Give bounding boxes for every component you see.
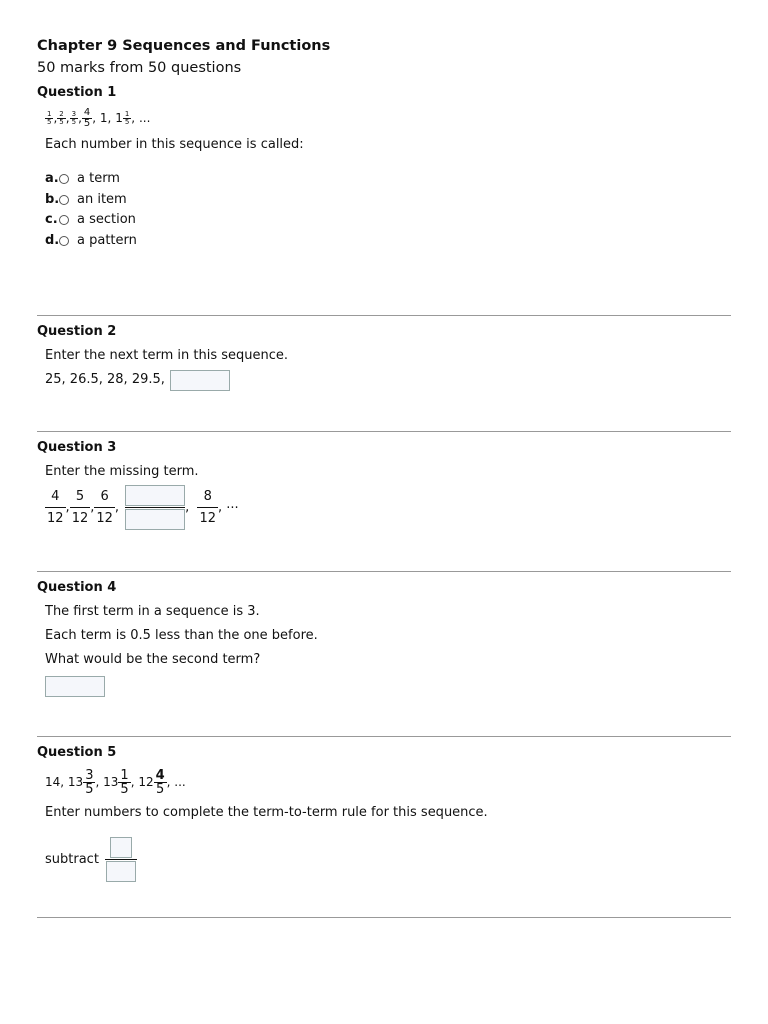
q1-option-c[interactable] bbox=[45, 210, 731, 231]
q4-answer-input[interactable] bbox=[45, 676, 105, 697]
question-1-heading: Question 1 bbox=[37, 85, 117, 100]
q5-term4-fraction: $\frac{4}{5}$ bbox=[155, 767, 165, 797]
q5-rule-fraction bbox=[105, 837, 137, 882]
option-letter: c. bbox=[45, 212, 58, 227]
q3-numerator-input[interactable] bbox=[125, 485, 185, 506]
page-subtitle: 50 marks from 50 questions bbox=[37, 60, 242, 76]
q1-fraction-4: $\frac{4}{5}$ bbox=[83, 106, 91, 129]
q5-term2-fraction: $\frac{3}{5}$ bbox=[85, 767, 94, 797]
q1-option-d[interactable] bbox=[45, 231, 731, 252]
q5-first-term: 14, bbox=[45, 775, 65, 789]
q3-fraction-last: $\frac{8}{12}$ bbox=[199, 488, 217, 526]
q2-answer-input[interactable] bbox=[170, 370, 230, 391]
option-text: a term bbox=[77, 171, 120, 186]
option-text: a pattern bbox=[77, 232, 137, 248]
q5-denominator-input[interactable] bbox=[106, 861, 136, 882]
question-2-heading: Question 2 bbox=[37, 324, 117, 339]
q1-mixed-fraction: $\frac{1}{5}$ bbox=[124, 109, 130, 126]
q5-rule-word: subtract bbox=[45, 851, 99, 867]
q3-fraction-1: $\frac{4}{12}$ bbox=[47, 488, 64, 526]
question-2 bbox=[37, 316, 731, 431]
question-3-heading: Question 3 bbox=[37, 440, 117, 455]
q3-ellipsis: ... bbox=[226, 496, 239, 512]
radio-button[interactable] bbox=[59, 195, 69, 205]
q1-option-a[interactable] bbox=[45, 169, 731, 190]
q5-term4-whole: 12 bbox=[138, 775, 154, 789]
divider bbox=[37, 917, 731, 918]
option-letter: a. bbox=[45, 171, 59, 186]
q1-options bbox=[37, 169, 731, 251]
q5-rule-row bbox=[37, 833, 731, 885]
fraction-bar bbox=[125, 507, 185, 508]
q5-ellipsis: ... bbox=[174, 775, 186, 789]
q5-term2-whole: 13 bbox=[67, 775, 84, 789]
q5-term3-whole: 13 bbox=[103, 775, 119, 789]
q1-fraction-3: $\frac{3}{5}$ bbox=[71, 109, 77, 126]
q4-line-2: Each term is 0.5 less than the one before. bbox=[45, 628, 318, 643]
q2-sequence-row bbox=[37, 368, 731, 392]
q5-numerator-input[interactable] bbox=[110, 837, 132, 858]
question-1 bbox=[37, 83, 731, 315]
option-letter: d. bbox=[45, 232, 60, 248]
option-text: a section bbox=[77, 212, 136, 227]
option-text: an item bbox=[77, 191, 127, 207]
q2-prompt: Enter the next term in this sequence. bbox=[45, 348, 289, 363]
page-title: Chapter 9 Sequences and Functions bbox=[37, 38, 331, 54]
question-5 bbox=[37, 737, 731, 917]
q1-prompt: Each number in this sequence is called: bbox=[45, 137, 304, 152]
question-3 bbox=[37, 432, 731, 571]
q3-denominator-input[interactable] bbox=[125, 509, 185, 530]
radio-button[interactable] bbox=[59, 174, 69, 184]
q4-line-1: The first term in a sequence is 3. bbox=[45, 604, 260, 619]
q1-option-b[interactable] bbox=[45, 190, 731, 211]
question-4-heading: Question 4 bbox=[37, 580, 117, 595]
q4-line-3: What would be the second term? bbox=[45, 652, 261, 667]
fraction-bar bbox=[105, 859, 137, 860]
question-5-heading: Question 5 bbox=[37, 745, 117, 760]
q5-prompt: Enter numbers to complete the term-to-term rule for this sequence. bbox=[45, 805, 488, 820]
q4-answer-row bbox=[37, 676, 731, 697]
q3-prompt: Enter the missing term. bbox=[45, 464, 199, 479]
radio-button[interactable] bbox=[59, 215, 69, 225]
q5-sequence: 14, 13 $\frac{3}{5}$ , 13 $\frac{1}{5}$ , 12 $\frac{4}{5}$ , ... bbox=[45, 767, 186, 797]
q5-term3-fraction: $\frac{1}{5}$ bbox=[120, 767, 129, 797]
q3-missing-fraction bbox=[125, 485, 185, 530]
q3-sequence: $\frac{4}{12}$ , $\frac{5}{12}$ , $\frac{6}{12}$ , , $\frac{8}{12}$ , ... bbox=[37, 484, 731, 530]
q1-sequence: $\frac{1}{5}$ , $\frac{2}{5}$ , $\frac{3}{5}$ , $\frac{4}{5}$ , 1 , 1 $\frac{1}{5}$ , ... bbox=[47, 106, 151, 129]
q2-sequence: 25, 26.5, 28, 29.5, bbox=[45, 372, 165, 387]
q1-ellipsis: ... bbox=[138, 111, 151, 125]
q3-fraction-3: $\frac{6}{12}$ bbox=[96, 488, 113, 526]
q1-mixed-whole: 1 bbox=[115, 111, 123, 125]
q1-fraction-1: $\frac{1}{5}$ bbox=[47, 109, 52, 126]
question-4 bbox=[37, 572, 731, 736]
q1-fraction-2: $\frac{2}{5}$ bbox=[59, 109, 64, 126]
q1-whole: 1 bbox=[99, 111, 108, 125]
option-letter: b. bbox=[45, 191, 60, 207]
radio-button[interactable] bbox=[59, 236, 69, 246]
q3-fraction-2: $\frac{5}{12}$ bbox=[71, 488, 89, 526]
quiz-page bbox=[37, 36, 731, 918]
